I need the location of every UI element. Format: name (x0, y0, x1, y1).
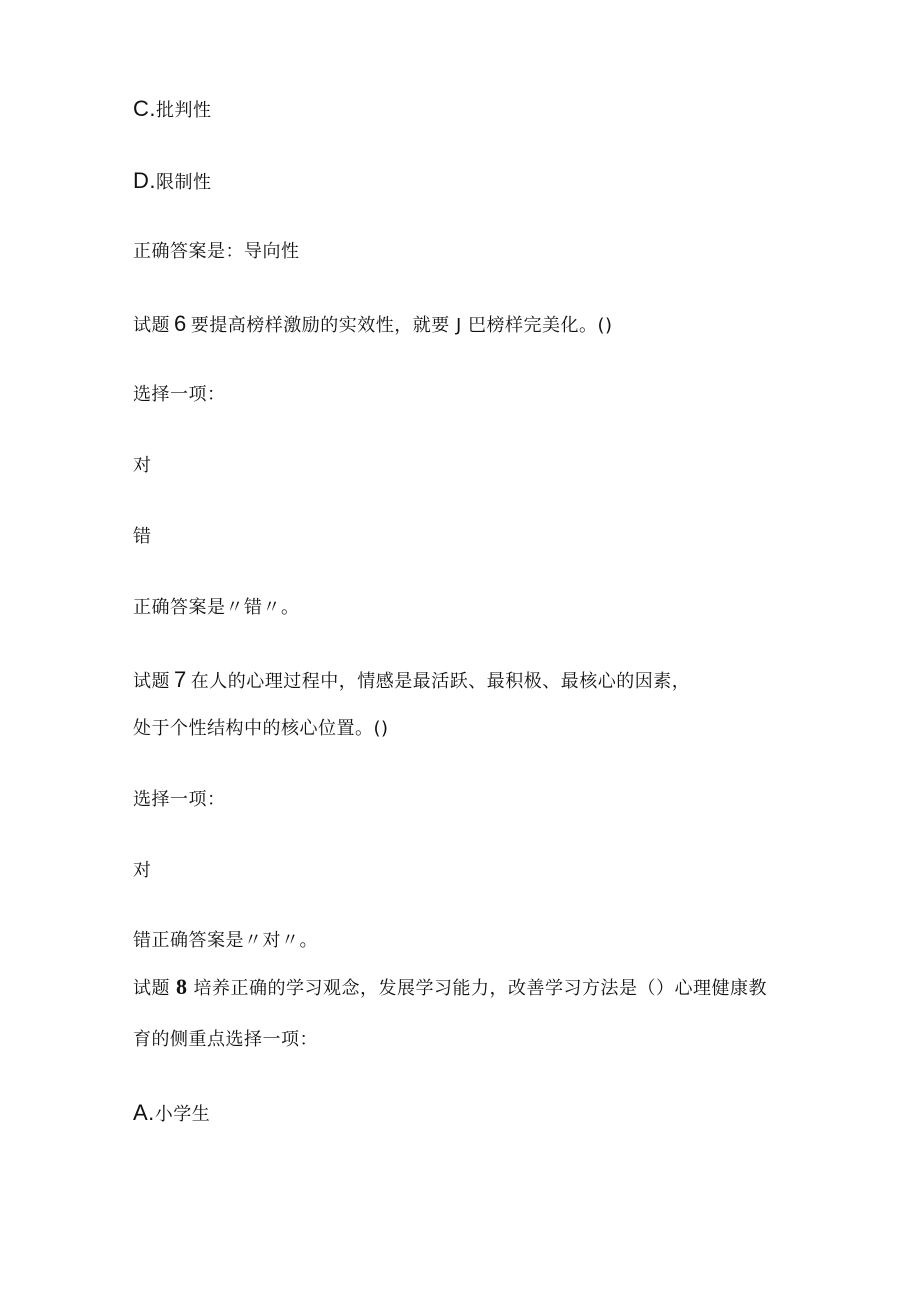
question-6-option-true: 对 (133, 455, 152, 476)
option-c-text: 批判性 (156, 100, 212, 121)
question-7-stem-line1 (133, 668, 690, 694)
prev-answer: 正确答案是：导向性 (133, 241, 300, 262)
question-8-option-a (133, 1101, 210, 1127)
question-7-stem-line2: 处于个性结构中的核心位置。() (133, 718, 389, 739)
question-7-number: 7 (174, 667, 187, 692)
option-a-letter: A. (133, 1100, 155, 1125)
question-8-text-line1: 培养正确的学习观念，发展学习能力，改善学习方法是（）心理健康教 (193, 978, 767, 999)
question-7-option-true: 对 (133, 860, 152, 881)
question-7-choose-label: 选择一项： (133, 789, 226, 810)
question-8-stem-line1 (133, 975, 767, 1001)
option-c (133, 97, 212, 123)
option-c-letter: C. (133, 96, 156, 121)
question-6-prefix: 试题 (133, 315, 170, 336)
option-d-text: 限制性 (156, 172, 212, 193)
question-8-prefix: 试题 (133, 978, 170, 999)
question-6-stem (133, 312, 613, 338)
question-7-text-line1: 在人的心理过程中，情感是最活跃、最积极、最核心的因素， (190, 671, 691, 692)
question-7-option-false-and-answer: 错正确答案是〃对〃。 (133, 930, 318, 951)
question-8-stem-line2: 育的侧重点选择一项： (133, 1029, 318, 1050)
option-a-text: 小学生 (154, 1104, 211, 1125)
question-7-prefix: 试题 (133, 671, 170, 692)
question-6-answer: 正确答案是〃错〃。 (133, 597, 300, 618)
question-6-number: 6 (174, 311, 187, 336)
question-6-option-false: 错 (133, 526, 152, 547)
question-6-text: 要提高榜样激励的实效性，就要 J 巴榜样完美化。() (190, 315, 613, 336)
question-6-choose-label: 选择一项： (133, 384, 226, 405)
option-d-letter: D. (133, 168, 156, 193)
option-d (133, 169, 212, 195)
question-8-number: 8 (176, 974, 188, 999)
